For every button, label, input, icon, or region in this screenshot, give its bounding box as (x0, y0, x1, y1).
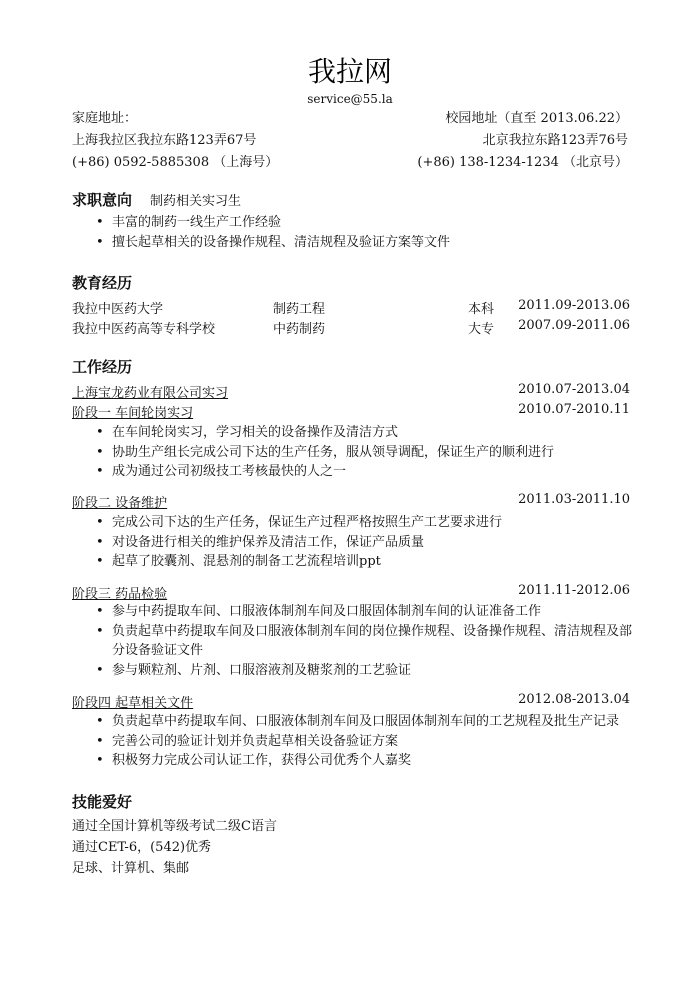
list-item-continuation: 分设备验证文件 (112, 643, 204, 658)
education-row (72, 318, 630, 338)
stage-header (72, 492, 630, 512)
list-item: • 起草了胶囊剂、混悬剂的制备工艺流程培训ppt (88, 552, 502, 572)
major: 中药制药 (273, 322, 326, 337)
stage-dates: 2010.07-2010.11 (518, 402, 630, 417)
stage-dates: 2011.03-2011.10 (518, 492, 630, 507)
stage-bullets (88, 513, 502, 572)
list-item: • 擅长起草相关的设备操作规程、清洁规程及验证方案等文件 (88, 233, 450, 253)
campus-contact (417, 108, 628, 174)
list-item: • 负责起草中药提取车间、口服液体制剂车间及口服固体制剂车间的工艺规程及批生产记录 (88, 712, 619, 732)
list-item: • 参与中药提取车间、口服液体制剂车间及口服固体制剂车间的认证准备工作 (88, 602, 632, 622)
home-address: 上海我拉区我拉东路123弄67号 (72, 133, 257, 148)
stage-header (72, 402, 630, 422)
skill-line: 足球、计算机、集邮 (72, 861, 190, 876)
list-item: • 完成公司下达的生产任务，保证生产过程严格按照生产工艺要求进行 (88, 513, 502, 533)
skill-line: 通过全国计算机等级考试二级C语言 (72, 819, 277, 834)
list-item: • 完善公司的验证计划并负责起草相关设备验证方案 (88, 732, 619, 752)
stage-bullets (88, 712, 619, 771)
stage-title: 阶段一 车间轮岗实习 (72, 406, 194, 421)
list-item: • 成为通过公司初级技工考核最快的人之一 (88, 462, 554, 482)
degree: 本科 (468, 302, 495, 317)
objective-bullets (88, 213, 450, 252)
list-item: • 丰富的制药一线生产工作经验 (88, 213, 450, 233)
stage-dates: 2012.08-2013.04 (518, 692, 630, 707)
stage-bullets (88, 602, 632, 680)
home-contact (72, 108, 278, 174)
stage-title: 阶段四 起草相关文件 (72, 696, 194, 711)
skills-list (72, 816, 277, 879)
stage-bullets (88, 423, 554, 482)
school-name: 我拉中医药高等专科学校 (72, 322, 216, 337)
campus-phone: (+86) 138-1234-1234 （北京号） (417, 155, 628, 170)
list-item: • 参与颗粒剂、片剂、口服溶液剂及糖浆剂的工艺验证 (88, 661, 632, 681)
list-item (88, 622, 632, 661)
home-phone: (+86) 0592-5885308 （上海号） (72, 155, 279, 170)
education-dates: 2011.09-2013.06 (518, 298, 630, 313)
degree: 大专 (468, 322, 495, 337)
list-item: • 在车间轮岗实习，学习相关的设备操作及清洁方式 (88, 423, 554, 443)
campus-address: 北京我拉东路123弄76号 (482, 133, 628, 148)
email-address: service@55.la (307, 92, 393, 106)
company-name: 上海宝龙药业有限公司实习 (72, 386, 229, 401)
major: 制药工程 (273, 302, 326, 317)
work-title: 工作经历 (72, 358, 133, 376)
education-title: 教育经历 (72, 274, 133, 292)
stage-dates: 2011.11-2012.06 (518, 583, 630, 598)
objective-value: 制药相关实习生 (150, 194, 242, 209)
objective-title: 求职意向 (72, 191, 133, 209)
stage-title: 阶段二 设备维护 (72, 496, 168, 511)
skill-line: 通过CET-6，(542)优秀 (72, 840, 212, 855)
company-dates: 2010.07-2013.04 (518, 382, 630, 397)
skills-title: 技能爱好 (72, 793, 133, 811)
list-item: • 积极努力完成公司认证工作，获得公司优秀个人嘉奖 (88, 751, 619, 771)
resume-name: 我拉网 (307, 55, 392, 88)
stage-header (72, 583, 630, 603)
stage-header (72, 692, 630, 712)
school-name: 我拉中医药大学 (72, 302, 164, 317)
company-row (72, 382, 630, 402)
stage-title: 阶段三 药品检验 (72, 587, 168, 602)
education-row (72, 298, 630, 318)
campus-address-label: 校园地址（直至 2013.06.22） (445, 111, 628, 126)
list-item-text: • 负责起草中药提取车间及口服液体制剂车间的岗位操作规程、设备操作规程、清洁规程及部 (112, 623, 633, 639)
education-dates: 2007.09-2011.06 (518, 318, 630, 333)
home-address-label: 家庭地址： (72, 111, 138, 126)
list-item: • 协助生产组长完成公司下达的生产任务，服从领导调配，保证生产的顺利进行 (88, 443, 554, 463)
list-item: • 对设备进行相关的维护保养及清洁工作，保证产品质量 (88, 533, 502, 553)
